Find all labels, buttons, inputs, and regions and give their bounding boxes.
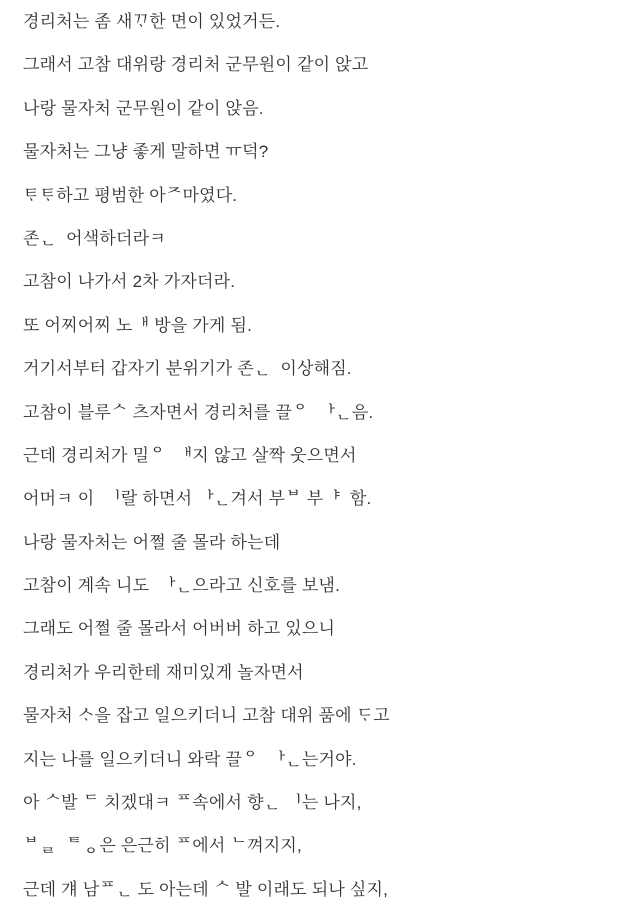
text-line: 거기서부터 갑자기 분위기가 존ᆫ 이상해짐. bbox=[23, 359, 352, 379]
text-line: 고참이 계속 니도 ᅡᆫ으라고 신호를 보냄. bbox=[23, 576, 341, 596]
text-line: ᄇᆯ ᄐᆼ은 은근히 ᄑ에서 ᄂ껴지지, bbox=[23, 836, 302, 856]
text-line: 물자처는 그냥 좋게 말하면 ㅠ덕? bbox=[23, 142, 269, 162]
text-line: 경리처는 좀 새ᄁᆞ한 면이 있었거든. bbox=[23, 12, 281, 31]
text-line: 존ᆫ 어색하더라ㅋ bbox=[23, 228, 166, 248]
text-line: 근데 경리처가 밀ᄋ ᅢ지 않고 살짝 웃으면서 bbox=[23, 445, 357, 465]
text-line: 아 ᄉ발 ᄃ 치겠대ㅋ ᄑ속에서 향ᆫ ᅵ는 나지, bbox=[23, 793, 362, 813]
text-line: 그래도 어쩔 줄 몰라서 어버버 하고 있으니 bbox=[23, 619, 336, 639]
text-line: 경리처가 우리한테 재미있게 놀자면서 bbox=[23, 662, 304, 682]
text-line: ᄐᆞᄐᆞ하고 평범한 아ᄌ마였다. bbox=[23, 185, 238, 205]
post-body bbox=[23, 0, 613, 911]
text-line: 고참이 나가서 2차 가자더라. bbox=[23, 272, 236, 292]
text-line: 어머ㅋ 이 ᅵ랄 하면서 ᅡᆫ겨서 부ᄇ 부ᅣ 함. bbox=[23, 489, 372, 509]
text-line: 물자처 ᄉᆞ을 잡고 일으키더니 고참 대위 품에 ᄃᆞ고 bbox=[23, 706, 390, 726]
text-line: 나랑 물자처 군무원이 같이 앉음. bbox=[23, 98, 264, 118]
text-line: 또 어찌어찌 노ᅢ 방을 가게 됨. bbox=[23, 315, 253, 335]
text-line: 지는 나를 일으키더니 와락 끌ᄋ ᅡᆫ는거야. bbox=[23, 749, 357, 769]
text-line: 근데 걔 남ᄑᆫ 도 아는데 ᄉ 발 이래도 되나 싶지, bbox=[23, 879, 389, 899]
text-line: 나랑 물자처는 어쩔 줄 몰라 하는데 bbox=[23, 532, 281, 552]
text-line: 고참이 블루ᄉ 츠자면서 경리처를 끌ᄋ ᅡᆫ음. bbox=[23, 402, 374, 422]
text-line: 그래서 고참 대위랑 경리처 군무원이 같이 앉고 bbox=[23, 55, 369, 75]
